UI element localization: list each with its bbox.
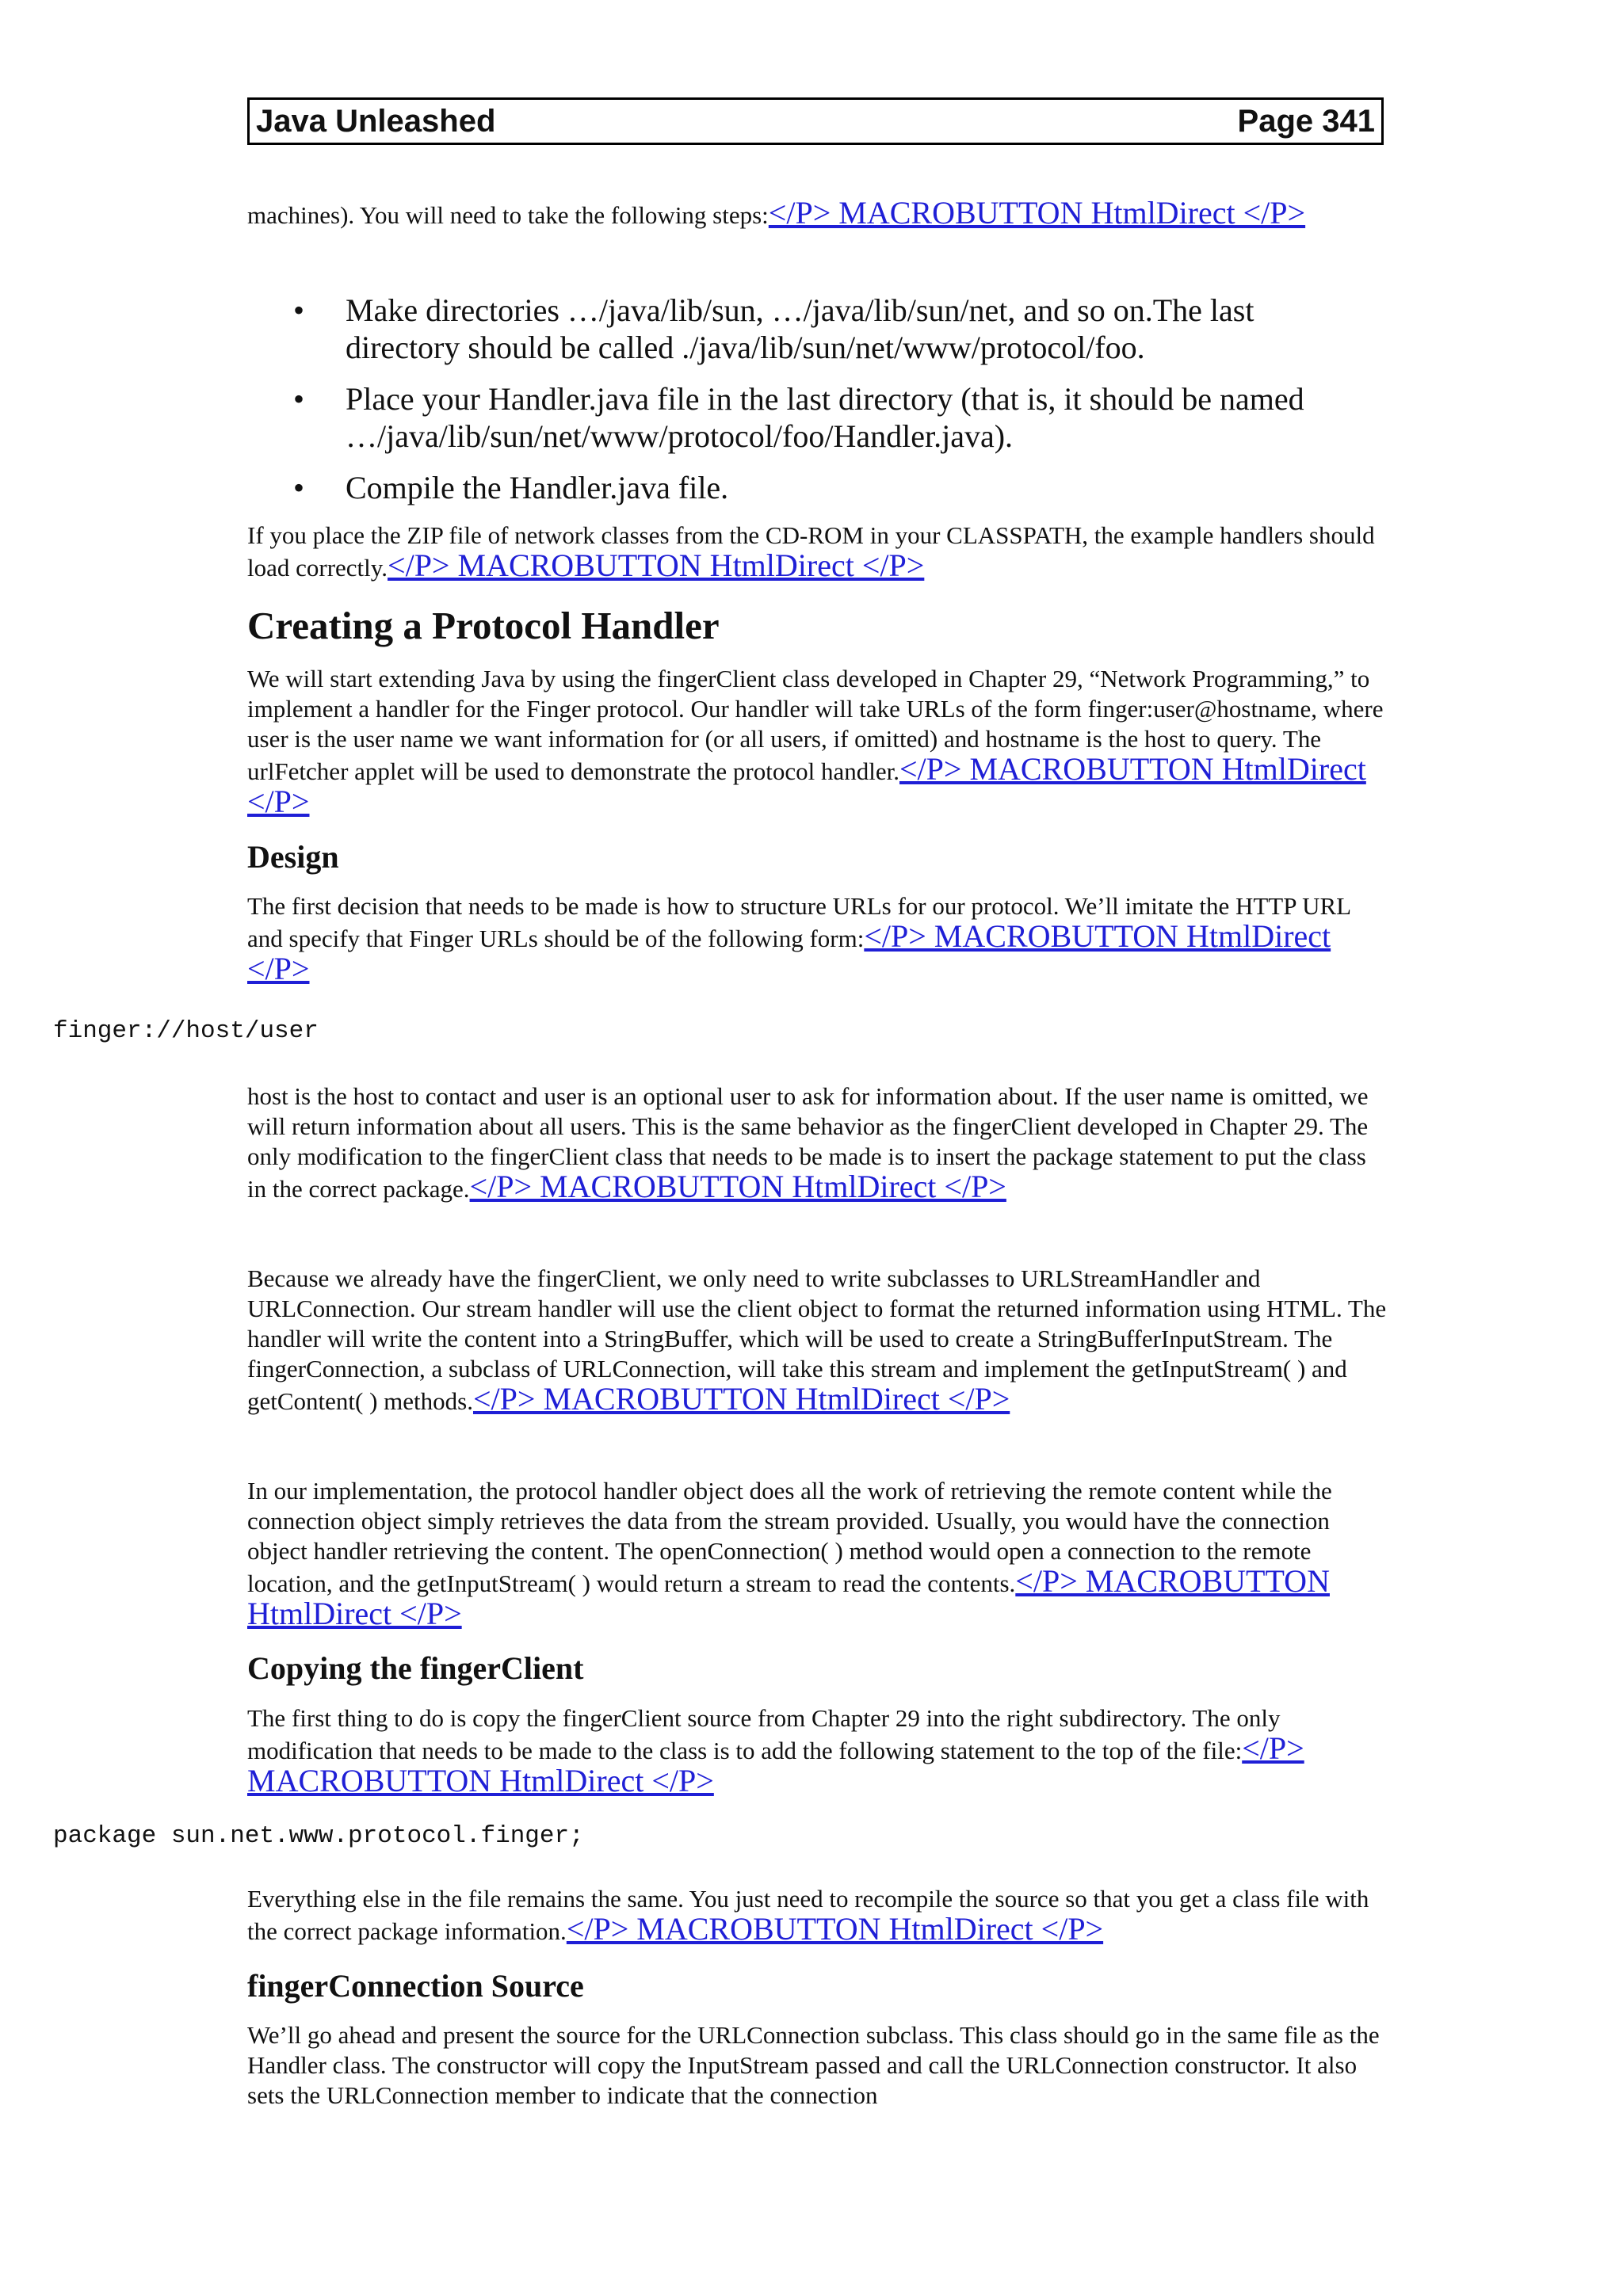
macrobutton-link[interactable]: </P> MACROBUTTON HtmlDirect </P>: [566, 1911, 1104, 1947]
heading-protocol-handler: Creating a Protocol Handler: [247, 604, 720, 647]
list-item-text: Compile the Handler.java file.: [346, 470, 729, 505]
paragraph-host: [247, 1081, 1388, 1204]
paragraph-text: We will start extending Java by using the fingerClient class developed in Chapter 29, “Network Programming,” to implement a handler for the Finger protocol. Our handler will take URLs of the form finger:user@hostname, where user is the user name we want information for (or all users, if omitted) and hostname is the host to query. The urlFetcher applet will be used to demonstrate the protocol handler.: [247, 665, 1384, 785]
macrobutton-link[interactable]: </P> MACROBUTTON HtmlDirect </P>: [768, 195, 1306, 231]
paragraph-text: If you place the ZIP file of network classes from the CD-ROM in your CLASSPATH, the example handlers should load correctly.: [247, 521, 1375, 582]
bullet-icon: •: [293, 470, 305, 505]
paragraph-copy: [247, 1703, 1388, 1798]
paragraph-everything-else: [247, 1884, 1388, 1947]
paragraph-text: The first decision that needs to be made is how to structure URLs for our protocol. We’ll imitate the HTTP URL and specify that Finger URLs should be of the following form:: [247, 892, 1350, 952]
macrobutton-link[interactable]: </P> MACROBUTTON HtmlDirect </P>: [247, 1730, 1304, 1798]
page-header: [247, 97, 1384, 145]
heading-fingerconnection: fingerConnection Source: [247, 1968, 584, 2004]
paragraph-intro: [247, 195, 1388, 231]
book-title: Java Unleashed: [256, 104, 496, 139]
paragraph-implementation: [247, 1476, 1388, 1631]
paragraph-connection: [247, 2020, 1388, 2111]
paragraph-text: In our implementation, the protocol handler object does all the work of retrieving the remote content while the connection object simply retrieves the data from the stream provided. Usually, you would have the connection object handler retrieving the content. The openConnection( ) method would open a connection to the remote location, and the getInputStream( ) would return a stream to read the contents.: [247, 1477, 1332, 1597]
paragraph-text: The first thing to do is copy the fingerClient source from Chapter 29 into the right subdirectory. The only modification that needs to be made to the class is to add the following statement to the top of the file:: [247, 1704, 1281, 1764]
page-number: Page 341: [1237, 104, 1375, 139]
macrobutton-link[interactable]: </P> MACROBUTTON HtmlDirect </P>: [247, 751, 1366, 819]
paragraph-start: [247, 664, 1388, 819]
macrobutton-link[interactable]: </P> MACROBUTTON HtmlDirect </P>: [247, 1563, 1330, 1631]
paragraph-zip: [247, 521, 1388, 583]
list-item-text: Make directories …/java/lib/sun, …/java/lib/sun/net, and so on.The last directory should be called ./java/lib/sun/net/www/protocol/foo.: [346, 292, 1254, 365]
heading-design: Design: [247, 839, 339, 875]
macrobutton-link[interactable]: </P> MACROBUTTON HtmlDirect </P>: [388, 547, 925, 583]
list-item-text: Place your Handler.java file in the last directory (that is, it should be named …/java/lib/sun/net/www/protocol/foo/Handler.java).: [346, 381, 1304, 454]
paragraph-design: [247, 891, 1388, 986]
bullet-icon: •: [293, 292, 305, 328]
code-package-statement: package sun.net.www.protocol.finger;: [53, 1822, 584, 1850]
paragraph-text: Because we already have the fingerClient, we only need to write subclasses to URLStreamHandler and URLConnection. Our stream handler will use the client object to format the returned information using HTML. The handler will write the content into a StringBuffer, which will be used to create a StringBufferInputStream. The fingerConnection, a subclass of URLConnection, will take this stream and implement the getInputStream( ) and getContent( ) methods.: [247, 1264, 1387, 1415]
macrobutton-link[interactable]: </P> MACROBUTTON HtmlDirect </P>: [472, 1381, 1010, 1417]
heading-copying: Copying the fingerClient: [247, 1650, 584, 1686]
paragraph-text: machines). You will need to take the following steps:: [247, 201, 769, 229]
paragraph-text: host is the host to contact and user is an optional user to ask for information about. If the user name is omitted, we will return information about all users. This is the same behavior as the fingerClient developed in Chapter 29. The only modification to the fingerClient class that needs to be made is to insert the package statement to put the class in the correct package.: [247, 1082, 1369, 1203]
macrobutton-link[interactable]: </P> MACROBUTTON HtmlDirect </P>: [247, 918, 1331, 986]
paragraph-text: We’ll go ahead and present the source for the URLConnection subclass. This class should go in the same file as the Handler class. The constructor will copy the InputStream passed and call the URLConnection constructor. It also sets the URLConnection member to indicate that the connection: [247, 2021, 1380, 2109]
code-finger-url: finger://host/user: [53, 1017, 319, 1045]
macrobutton-link[interactable]: </P> MACROBUTTON HtmlDirect </P>: [469, 1169, 1006, 1204]
paragraph-text: Everything else in the file remains the same. You just need to recompile the source so that you get a class file with the correct package information.: [247, 1885, 1369, 1945]
paragraph-because: [247, 1264, 1388, 1417]
bullet-icon: •: [293, 381, 305, 417]
